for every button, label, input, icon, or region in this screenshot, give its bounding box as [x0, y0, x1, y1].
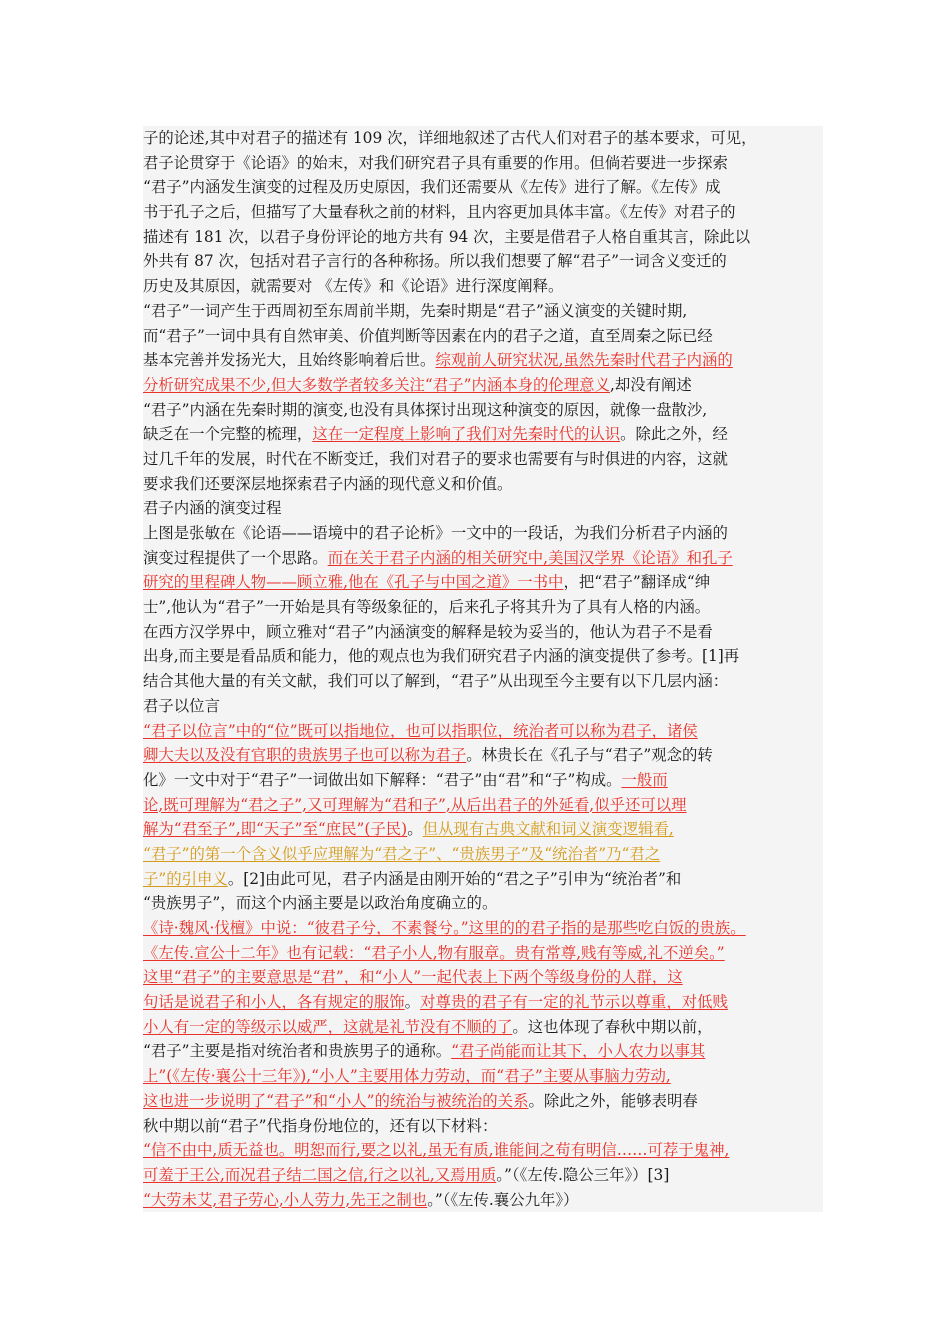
text-line: [143, 1064, 823, 1089]
text-run: 士”,他认为“君子”一开始是具有等级象征的，后来孔子将其升为了具有人格的内涵。: [143, 598, 711, 617]
paragraph: [143, 719, 823, 917]
text-run: 描述有 181 次，以君子身份评论的地方共有 94 次，主要是借君子人格自重其言，除此以: [143, 227, 751, 246]
text-line: [143, 422, 823, 447]
text-run: 。除此之外，经: [620, 425, 728, 444]
text-run: 过几千年的发展，时代在不断变迁，我们对君子的要求也需要有与时俱进的内容，这就: [143, 449, 728, 468]
paragraph: [143, 521, 823, 694]
paragraph: [143, 299, 823, 497]
text-run: 外共有 87 次，包括对君子言行的各种称扬。所以我们想要了解“君子”一词含义变迁的: [143, 252, 727, 271]
document-page: [143, 126, 823, 1212]
text-line: [143, 151, 823, 176]
text-line: [143, 200, 823, 225]
text-run: “君子”主要是指对统治者和贵族男子的通称。: [143, 1042, 452, 1061]
text-line: [143, 842, 823, 867]
highlighted-text: 研究的里程碑人物——顾立雅,他在《孔子与中国之道》一书中: [143, 573, 564, 592]
text-line: [143, 990, 823, 1015]
text-run: 。这也体现了春秋中期以前，: [512, 1017, 713, 1036]
text-run: 。林贵长在《孔子与“君子”观念的转: [466, 746, 713, 765]
text-run: 。: [407, 820, 423, 839]
text-line: [143, 373, 823, 398]
highlighted-text: “君子”的第一个含义似乎应理解为“君之子”、“贵族男子”及“统治者”乃“君之: [143, 844, 661, 863]
highlighted-text: “大劳未艾,君子劳心,小人劳力,先王之制也: [143, 1190, 428, 1209]
text-line: [143, 817, 823, 842]
text-run: 出身,而主要是看品质和能力，他的观点也为我们研究君子内涵的演变提供了参考。[1]再: [143, 647, 740, 666]
paragraph: [143, 126, 823, 299]
paragraph: [143, 916, 823, 1138]
highlighted-text: 《诗·魏风·伐檀》中说：“彼君子兮，不素餐兮。”这里的的君子指的是那些吃白饭的贵族。: [143, 919, 746, 937]
highlighted-text: 可羞于王公,而况君子结二国之信,行之以礼,又焉用质: [143, 1165, 497, 1184]
text-run: 君子内涵的演变过程: [143, 499, 282, 518]
highlighted-text: “君子以位言”中的“位”既可以指地位，也可以指职位，统治者可以称为君子，诸侯: [143, 721, 698, 740]
highlighted-text: 分析研究成果不少,但大多数学者较多关注“君子”内涵本身的伦理意义: [143, 375, 610, 394]
text-line: [143, 768, 823, 793]
text-line: [143, 1039, 823, 1064]
text-line: [143, 398, 823, 423]
text-line: [143, 447, 823, 472]
text-line: [143, 570, 823, 595]
text-run: 在西方汉学界中，顾立雅对“君子”内涵演变的解释是较为妥当的，他认为君子不是看: [143, 622, 713, 641]
text-line: [143, 1163, 823, 1188]
text-run: 缺乏在一个完整的梳理，: [143, 425, 313, 444]
text-line: [143, 620, 823, 645]
highlighted-text: 上”(《左传·襄公十三年》),“小人”主要用体力劳动，而“君子”主要从事脑力劳动,: [143, 1067, 671, 1086]
text-line: [143, 941, 823, 966]
text-line: [143, 496, 823, 521]
text-line: [143, 793, 823, 818]
text-line: [143, 669, 823, 694]
text-run: “君子”内涵发生演变的过程及历史原因，我们还需要从《左传》进行了解。《左传》成: [143, 178, 721, 197]
text-line: [143, 348, 823, 373]
text-line: [143, 595, 823, 620]
text-run: 君子以位言: [143, 696, 220, 715]
highlighted-text: 这也进一步说明了“君子”和“小人”的统治与被统治的关系: [143, 1091, 529, 1110]
text-run: 。除此之外，能够表明春: [528, 1091, 698, 1110]
text-line: [143, 324, 823, 349]
text-run: “君子”一词产生于西周初至东周前半期，先秦时期是“君子”涵义演变的关键时期,: [143, 301, 688, 320]
text-line: [143, 644, 823, 669]
text-line: [143, 1188, 823, 1213]
text-line: [143, 694, 823, 719]
text-run: 君子论贯穿于《论语》的始末，对我们研究君子具有重要的作用。但倘若要进一步探索: [143, 153, 728, 172]
text-line: [143, 891, 823, 916]
text-line: [143, 719, 823, 744]
text-line: [143, 175, 823, 200]
text-line: [143, 225, 823, 250]
paragraph: [143, 694, 823, 719]
highlighted-text: 这里“君子”的主要意思是“君”，和“小人”一起代表上下两个等级身份的人群，这: [143, 968, 683, 987]
text-line: [143, 1114, 823, 1139]
text-line: [143, 249, 823, 274]
text-line: [143, 546, 823, 571]
text-line: [143, 1015, 823, 1040]
text-run: “贵族男子”，而这个内涵主要是以政治角度确立的。: [143, 894, 498, 913]
text-line: [143, 472, 823, 497]
highlighted-text: 卿大夫以及没有官职的贵族男子也可以称为君子: [143, 746, 467, 765]
highlighted-text: 但从现有古典文献和词义演变逻辑看,: [422, 820, 674, 839]
text-line: [143, 126, 823, 151]
text-line: [143, 299, 823, 324]
text-run: 。[2]由此可见，君子内涵是由刚开始的“君之子”引申为“统治者”和: [227, 869, 682, 888]
text-line: [143, 916, 823, 941]
text-line: [143, 743, 823, 768]
paragraph: [143, 496, 823, 521]
text-run: 子的论述,其中对君子的描述有 109 次，详细地叙述了古代人们对君子的基本要求，可见，: [143, 129, 757, 147]
text-run: 基本完善并发扬光大，且始终影响着后世。: [143, 351, 436, 370]
text-line: [143, 521, 823, 546]
highlighted-text: “信不由中,质无益也。明恕而行,要之以礼,虽无有质,谁能间之苟有明信……可荐于鬼神,: [143, 1141, 730, 1160]
highlighted-text: 小人有一定的等级示以威严，这就是礼节没有不顺的了: [143, 1017, 513, 1036]
text-run: “君子”内涵在先秦时期的演变,也没有具体探讨出现这种演变的原因，就像一盘散沙,: [143, 400, 708, 419]
text-run: 秋中期以前“君子”代指身份地位的，还有以下材料：: [143, 1116, 498, 1135]
text-run: ,却没有阐述: [609, 375, 692, 394]
highlighted-text: 综观前人研究状况,虽然先秦时代君子内涵的: [435, 351, 733, 370]
highlighted-text: 论,既可理解为“君之子”,又可理解为“君和子”,从后出君子的外延看,似乎还可以理: [143, 795, 687, 814]
text-run: 历史及其原因，就需要对 《左传》和《论语》进行深度阐释。: [143, 277, 564, 296]
text-run: 而“君子”一词中具有自然审美、价值判断等因素在内的君子之道，直至周秦之际已经: [143, 326, 713, 345]
highlighted-text: 《左传.宣公十二年》也有记载：“君子小人,物有服章。贵有常尊,贱有等威,礼不逆矣。”: [143, 943, 725, 962]
text-run: ，把“君子”翻译成“绅: [563, 573, 711, 592]
highlighted-text: 对尊贵的君子有一定的礼节示以尊重，对低贱: [420, 993, 728, 1012]
text-run: 。”（《左传.襄公九年》）: [427, 1190, 579, 1209]
highlighted-text: 而在关于君子内涵的相关研究中,美国汉学界《论语》和孔子: [327, 548, 733, 567]
highlighted-text: 子”的引申义: [143, 869, 228, 888]
highlighted-text: 一般而: [621, 770, 668, 789]
highlighted-text: 句话是说君子和小人，各有规定的服饰: [143, 993, 405, 1012]
highlighted-text: 这在一定程度上影响了我们对先秦时代的认识: [312, 425, 621, 444]
text-line: [143, 965, 823, 990]
text-run: 。”（《左传.隐公三年》）[3]: [496, 1165, 670, 1184]
text-line: [143, 1089, 823, 1114]
text-line: [143, 274, 823, 299]
text-run: 结合其他大量的有关文献，我们可以了解到，“君子”从出现至今主要有以下几层内涵：: [143, 672, 729, 691]
text-run: 书于孔子之后，但描写了大量春秋之前的材料，且内容更加具体丰富。《左传》对君子的: [143, 203, 736, 222]
text-run: 要求我们还要深层地探索君子内涵的现代意义和价值。: [143, 474, 513, 493]
text-run: 化》一文中对于“君子”一词做出如下解释：“君子”由“君”和“子”构成。: [143, 770, 622, 789]
text-run: 。: [404, 993, 421, 1012]
text-run: 演变过程提供了一个思路。: [143, 548, 328, 567]
highlighted-text: “君子尚能而让其下，小人农力以事其: [451, 1042, 706, 1061]
text-line: [143, 867, 823, 892]
text-line: [143, 1138, 823, 1163]
highlighted-text: 解为“君至子”,即“天子”至“庶民”(子民): [143, 820, 408, 839]
paragraph: [143, 1138, 823, 1212]
text-run: 上图是张敏在《论语——语境中的君子论析》一文中的一段话，为我们分析君子内涵的: [143, 524, 728, 542]
